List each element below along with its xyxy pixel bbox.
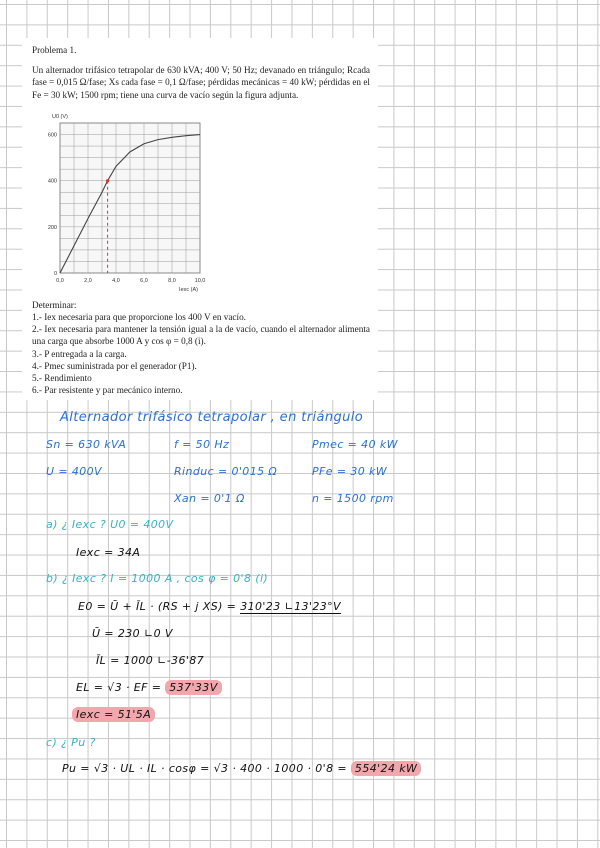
given-pmec: Pmec = 40 kW bbox=[312, 438, 398, 451]
no-load-curve-figure bbox=[40, 107, 208, 295]
no-load-curve-chart bbox=[40, 107, 208, 295]
power-equation-left: Pu = √3 · UL · IL · cosφ = √3 · 400 · 1000 · 0'8 = bbox=[62, 762, 351, 775]
e0-value: 310'23 ∟13'23°V bbox=[240, 600, 341, 613]
given-speed: n = 1500 rpm bbox=[312, 492, 394, 505]
problem-statement: Un alternador trifásico tetrapolar de 630 kVA; 400 V; 50 Hz; devanado en triángulo; Rcada fase = 0,015 Ω/fase; Xs cada fase = 0,1 Ω/fase; pérdidas mecánicas = 40 kW; pérdidas en el Fe = 30 kW; 1500 rpm; tiene una curva de vacío según la figura adjunta. bbox=[32, 65, 370, 100]
el-equation-left: EL = √3 · EF = bbox=[76, 681, 166, 694]
part-b-result bbox=[72, 708, 155, 721]
given-pfe: PFe = 30 kW bbox=[312, 465, 388, 478]
x-tick-label: 4,0 bbox=[112, 277, 120, 284]
part-b-voltage-phasor: Ū = 230 ∟0 V bbox=[92, 627, 173, 640]
given-voltage: U = 400V bbox=[46, 465, 102, 478]
given-frequency: f = 50 Hz bbox=[174, 438, 230, 451]
x-tick-label: 10,0 bbox=[194, 277, 206, 284]
part-b-label: b) ¿ Iexc ? I = 1000 A , cos φ = 0'8 (i) bbox=[46, 572, 269, 585]
question-list bbox=[32, 311, 370, 396]
el-value-highlight: 537'33V bbox=[165, 680, 221, 695]
part-a-label: a) ¿ Iexc ? U0 = 400V bbox=[46, 518, 174, 531]
x-tick-label: 2,0 bbox=[84, 277, 92, 284]
given-xan: Xan = 0'1 Ω bbox=[174, 492, 245, 505]
notes-heading: Alternador trifásico tetrapolar , en triángulo bbox=[60, 410, 364, 425]
part-c-power-equation bbox=[62, 762, 421, 775]
question-item: 4.- Pmec suministrada por el generador (P1). bbox=[32, 360, 197, 371]
part-b-el-equation bbox=[76, 681, 222, 694]
question-item: 3.- P entregada a la carga. bbox=[32, 348, 127, 359]
power-value-highlight: 554'24 kW bbox=[351, 761, 421, 776]
y-tick-label: 0 bbox=[53, 270, 57, 277]
question-item: 1.- Iex necesaria para que proporcione los 400 V en vacío. bbox=[32, 312, 246, 323]
question-item: 6.- Par resistente y par mecánico interno. bbox=[32, 385, 183, 396]
y-axis-label: U0 (V) bbox=[52, 113, 68, 120]
part-a-result: Iexc = 34A bbox=[76, 546, 141, 559]
determinar-label: Determinar: bbox=[32, 299, 77, 310]
y-tick-label: 200 bbox=[47, 224, 57, 231]
x-tick-label: 0,0 bbox=[56, 277, 64, 284]
question-item: 2.- Iex necesaria para mantener la tensión igual a la de vacío, cuando el alternador alimenta una carga que absorbe 1000 A y cos φ = 0,8 (i). bbox=[32, 324, 370, 347]
x-tick-label: 6,0 bbox=[140, 277, 148, 284]
x-tick-label: 8,0 bbox=[168, 277, 176, 284]
y-tick-label: 400 bbox=[47, 178, 57, 185]
iexc-result-highlight: Iexc = 51'5A bbox=[72, 707, 155, 722]
given-rinduc: Rinduc = 0'015 Ω bbox=[174, 465, 278, 478]
problem-title: Problema 1. bbox=[32, 45, 77, 55]
question-item: 5.- Rendimiento bbox=[32, 373, 92, 384]
part-c-label: c) ¿ Pu ? bbox=[46, 736, 96, 749]
part-b-e0-equation bbox=[78, 600, 341, 613]
e0-equation-left: E0 = Ū + ĪL · (RS + j XS) = bbox=[78, 600, 241, 613]
given-sn: Sn = 630 kVA bbox=[46, 438, 127, 451]
x-axis-label: Iexc (A) bbox=[179, 286, 198, 293]
problem-sheet bbox=[22, 38, 378, 400]
operating-point-marker bbox=[106, 179, 109, 182]
part-b-current-phasor: ĪL = 1000 ∟-36'87 bbox=[96, 654, 205, 667]
y-tick-label: 600 bbox=[47, 132, 57, 139]
